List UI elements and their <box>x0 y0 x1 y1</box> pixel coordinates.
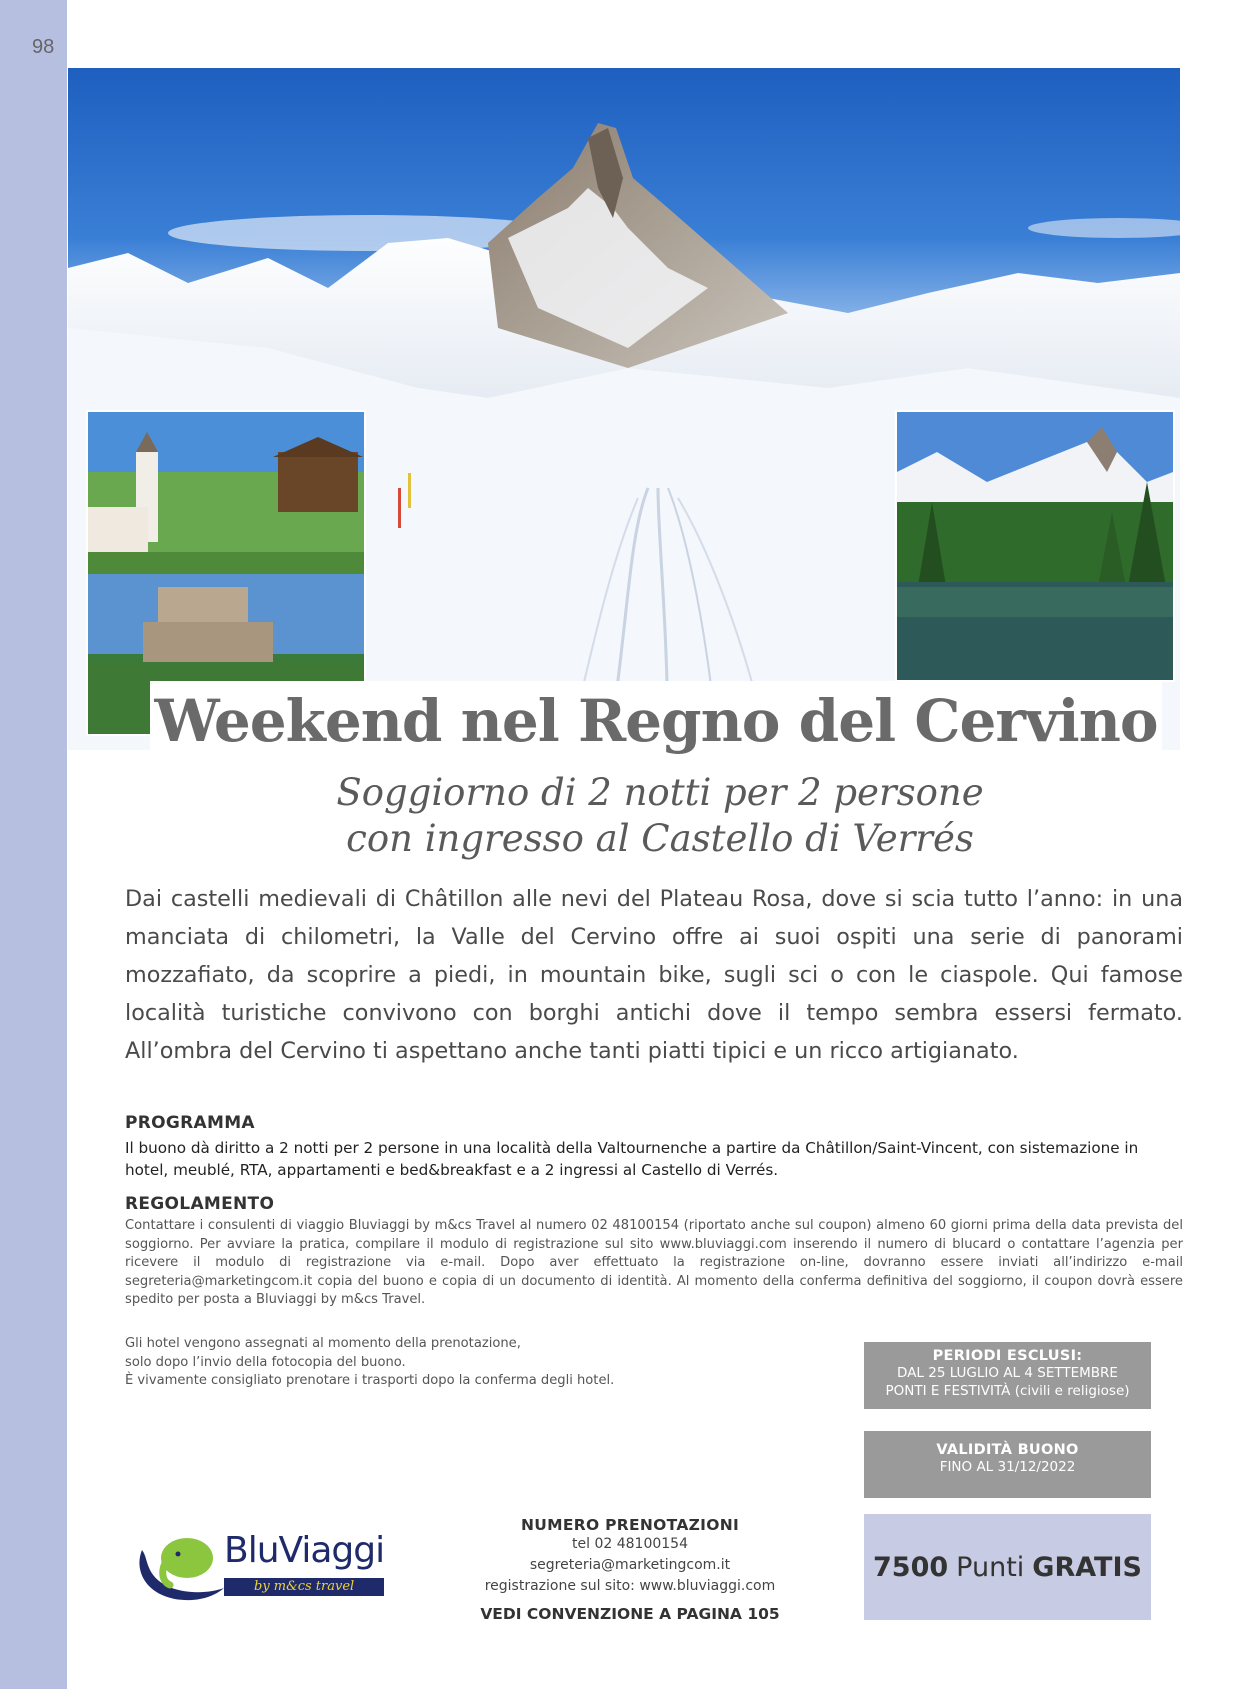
points-value: 7500 <box>873 1551 949 1583</box>
excluded-periods-box <box>864 1342 1151 1409</box>
booking-email[interactable]: segreteria@marketingcom.it <box>529 1557 731 1573</box>
booking-contact <box>430 1516 830 1623</box>
regolamento-text: Contattare i consulenti di viaggio Bluviaggi by m&cs Travel al numero 02 48100154 (riportato anche sul coupon) almeno 60 giorni prima della data prevista del soggiorno. Per avviare la pratica, compilare il modulo di registrazione sul sito www.bluviaggi.com inserendo il numero di blucard o contattare l’agenzia per ricevere il modulo di registrazione via e-mail. Dopo aver effettuato la registrazione on-line, dovranno essere inviati all’indirizzo e-mail segreteria@marketingcom.it copia del buono e copia di un documento di identità. Al momento della conferma definitiva del soggiorno, il coupon dovrà essere spedito per posta a Bluviaggi by m&cs Travel. <box>125 1218 1183 1307</box>
regolamento-heading: REGOLAMENTO <box>125 1194 275 1214</box>
page-number: 98 <box>32 36 55 58</box>
note-line: È vivamente consigliato prenotare i trasporti dopo la conferma degli hotel. <box>125 1373 615 1388</box>
page-sidebar-band <box>0 0 67 1689</box>
excluded-periods-heading: PERIODI ESCLUSI: <box>932 1348 1083 1364</box>
programma-heading: PROGRAMMA <box>125 1113 255 1133</box>
page-title: Weekend nel Regno del Cervino <box>150 681 1162 761</box>
booking-site[interactable]: registrazione sul sito: www.bluviaggi.com <box>484 1578 776 1594</box>
bluviaggi-logo <box>132 1530 392 1605</box>
subtitle <box>120 770 1200 862</box>
validity-heading: VALIDITÀ BUONO <box>936 1442 1079 1458</box>
points-unit: Punti <box>956 1551 1025 1583</box>
elephant-swoosh-icon <box>132 1530 227 1605</box>
excluded-periods-line-2: PONTI E FESTIVITÀ (civili e religiose) <box>885 1383 1130 1399</box>
inset-photo-lake-cervino <box>895 410 1175 682</box>
note-line: solo dopo l’invio della fotocopia del buono. <box>125 1354 406 1370</box>
booking-phone[interactable]: tel 02 48100154 <box>572 1536 688 1552</box>
excluded-periods-line-1: DAL 25 LUGLIO AL 4 SETTEMBRE <box>897 1365 1118 1381</box>
points-box <box>864 1514 1151 1620</box>
logo-sub-bar <box>224 1578 384 1596</box>
logo-name: BluViaggi <box>224 1530 385 1571</box>
points-label: GRATIS <box>1032 1551 1142 1583</box>
validity-box <box>864 1431 1151 1498</box>
subtitle-line-1: Soggiorno di 2 notti per 2 persone <box>336 771 984 814</box>
convention-reference: VEDI CONVENZIONE A PAGINA 105 <box>480 1605 780 1623</box>
booking-heading: NUMERO PRENOTAZIONI <box>520 1516 740 1534</box>
programma-text: Il buono dà diritto a 2 notti per 2 persone in una località della Valtournenche a partire da Châtillon/Saint-Vincent, con sistemazione in hotel, meublé, RTA, appartamenti e bed&breakfast e a 2 ingressi al Castello di Verrés. <box>125 1139 1139 1179</box>
logo-sub: by m&cs travel <box>254 1579 355 1594</box>
subtitle-line-2: con ingresso al Castello di Verrés <box>346 817 974 860</box>
hotel-notes <box>125 1335 725 1391</box>
intro-paragraph: Dai castelli medievali di Châtillon alle nevi del Plateau Rosa, dove si scia tutto l’anno: in una manciata di chilometri, la Valle del Cervino offre ai suoi ospiti una serie di panorami mozzafiato, da scoprire a piedi, in mountain bike, sugli sci o con le ciaspole. Qui famose località turistiche convivono con borghi antichi dove il tempo sembra essersi fermato. All’ombra del Cervino ti aspettano anche tanti piatti tipici e un ricco artigianato. <box>125 886 1183 1064</box>
validity-date: FINO AL 31/12/2022 <box>939 1459 1076 1475</box>
note-line: Gli hotel vengono assegnati al momento della prenotazione, <box>125 1336 521 1351</box>
